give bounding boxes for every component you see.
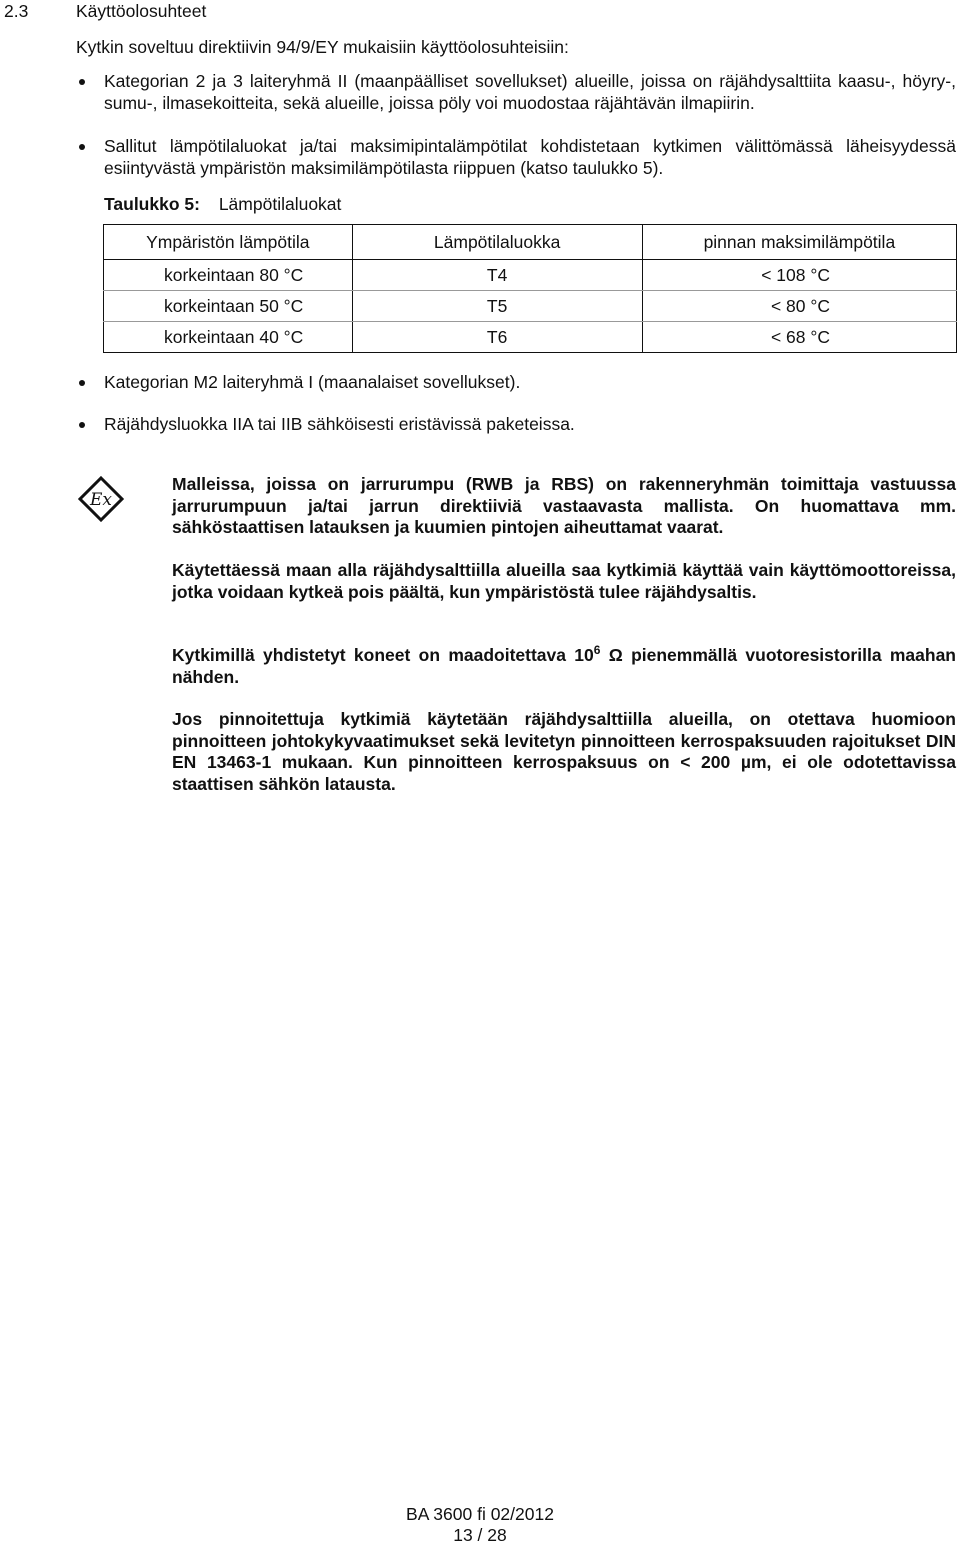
list-item-text: Räjähdysluokka IIA tai IIB sähköisesti eristävissä paketeissa. — [104, 414, 575, 434]
warning-paragraph-grounding — [172, 645, 956, 688]
temperature-class-table — [103, 224, 957, 353]
list-item — [76, 70, 956, 114]
ex-symbol: Ex — [90, 490, 112, 510]
table-cell: < 68 °C — [642, 322, 956, 353]
list-item — [76, 371, 956, 393]
table-header-row — [104, 225, 957, 260]
table-cell: < 108 °C — [642, 260, 956, 291]
table-caption-title: Lämpötilaluokat — [218, 194, 342, 214]
grounding-text-end: Ω pienemmällä vuotoresistorilla maahan nähden. — [172, 645, 956, 687]
bullet-icon — [79, 144, 85, 150]
table-cell: T4 — [352, 260, 642, 291]
section-number: 2.3 — [4, 1, 29, 21]
list-item — [76, 135, 956, 179]
table-caption — [104, 193, 341, 215]
grounding-exponent: 6 — [593, 643, 601, 658]
bullet-icon — [79, 422, 85, 428]
warning-paragraph-underground: Käytettäessä maan alla räjähdysalttiilla alueilla saa kytkimiä käyttää vain käyttömoottoreissa, jotka voidaan kytkeä pois päältä, kun ympäristöstä tulee räjähdysaltis. — [172, 560, 956, 602]
warning-paragraph-coating: Jos pinnoitettuja kytkimiä käytetään räjähdysalttiilla alueilla, on otettava huomioon pinnoitteen johtokykyvaatimukset sekä levitetyn pinnoitteen kerrospaksuuden rajoitukset DIN EN 13463-1 mukaan. Kun pinnoitteen kerrospaksuus on < 200 µm, ei ole odotettavissa staattisen sähkön latausta. — [172, 709, 956, 794]
list-item — [76, 413, 956, 435]
bullet-icon — [79, 79, 85, 85]
ex-explosion-protection-icon — [78, 476, 124, 522]
bullet-icon — [79, 380, 85, 386]
table-row — [104, 322, 957, 353]
table-cell: korkeintaan 80 °C — [104, 260, 353, 291]
table-cell: T6 — [352, 322, 642, 353]
footer-document-reference: BA 3600 fi 02/2012 — [406, 1504, 554, 1524]
column-header: Lämpötilaluokka — [352, 225, 642, 260]
table-cell: T5 — [352, 291, 642, 322]
table-cell: korkeintaan 40 °C — [104, 322, 353, 353]
table-caption-label: Taulukko 5: — [104, 194, 200, 214]
warning-paragraph-brake-drum: Malleissa, joissa on jarrurumpu (RWB ja RBS) on rakenneryhmän toimittaja vastuussa jarrurumpuun ja/tai jarrun direktiiviä vastaavasta mallista. On huomattava mm. sähköstaattisen latauksen ja kuumien pintojen aiheuttamat vaarat. — [172, 474, 956, 537]
table-row — [104, 260, 957, 291]
section-title: Käyttöolosuhteet — [76, 1, 207, 21]
column-header: pinnan maksimilämpötila — [642, 225, 956, 260]
grounding-text-start: Kytkimillä yhdistetyt koneet on maadoitettava 10 — [172, 645, 594, 665]
list-item-text: Kategorian 2 ja 3 laiteryhmä II (maanpäälliset sovellukset) alueille, joissa on räjähdysalttiita kaasu-, höyry-, sumu-, ilmasekoitteita, sekä alueille, joissa pöly voi muodostaa räjähtävän ilmapiirin. — [104, 71, 956, 113]
list-item-text: Sallitut lämpötilaluokat ja/tai maksimipintalämpötilat kohdistetaan kytkimen välittömässä läheisyydessä esiintyvästä ympäristön maksimilämpötilasta riippuen (katso taulukko 5). — [104, 136, 956, 178]
list-item-text: Kategorian M2 laiteryhmä I (maanalaiset sovellukset). — [104, 372, 521, 392]
table-row — [104, 291, 957, 322]
column-header: Ympäristön lämpötila — [104, 225, 353, 260]
table-cell: korkeintaan 50 °C — [104, 291, 353, 322]
table-cell: < 80 °C — [642, 291, 956, 322]
intro-text: Kytkin soveltuu direktiivin 94/9/EY mukaisiin käyttöolosuhteisiin: — [76, 37, 569, 57]
footer-page-number: 13 / 28 — [453, 1525, 507, 1545]
